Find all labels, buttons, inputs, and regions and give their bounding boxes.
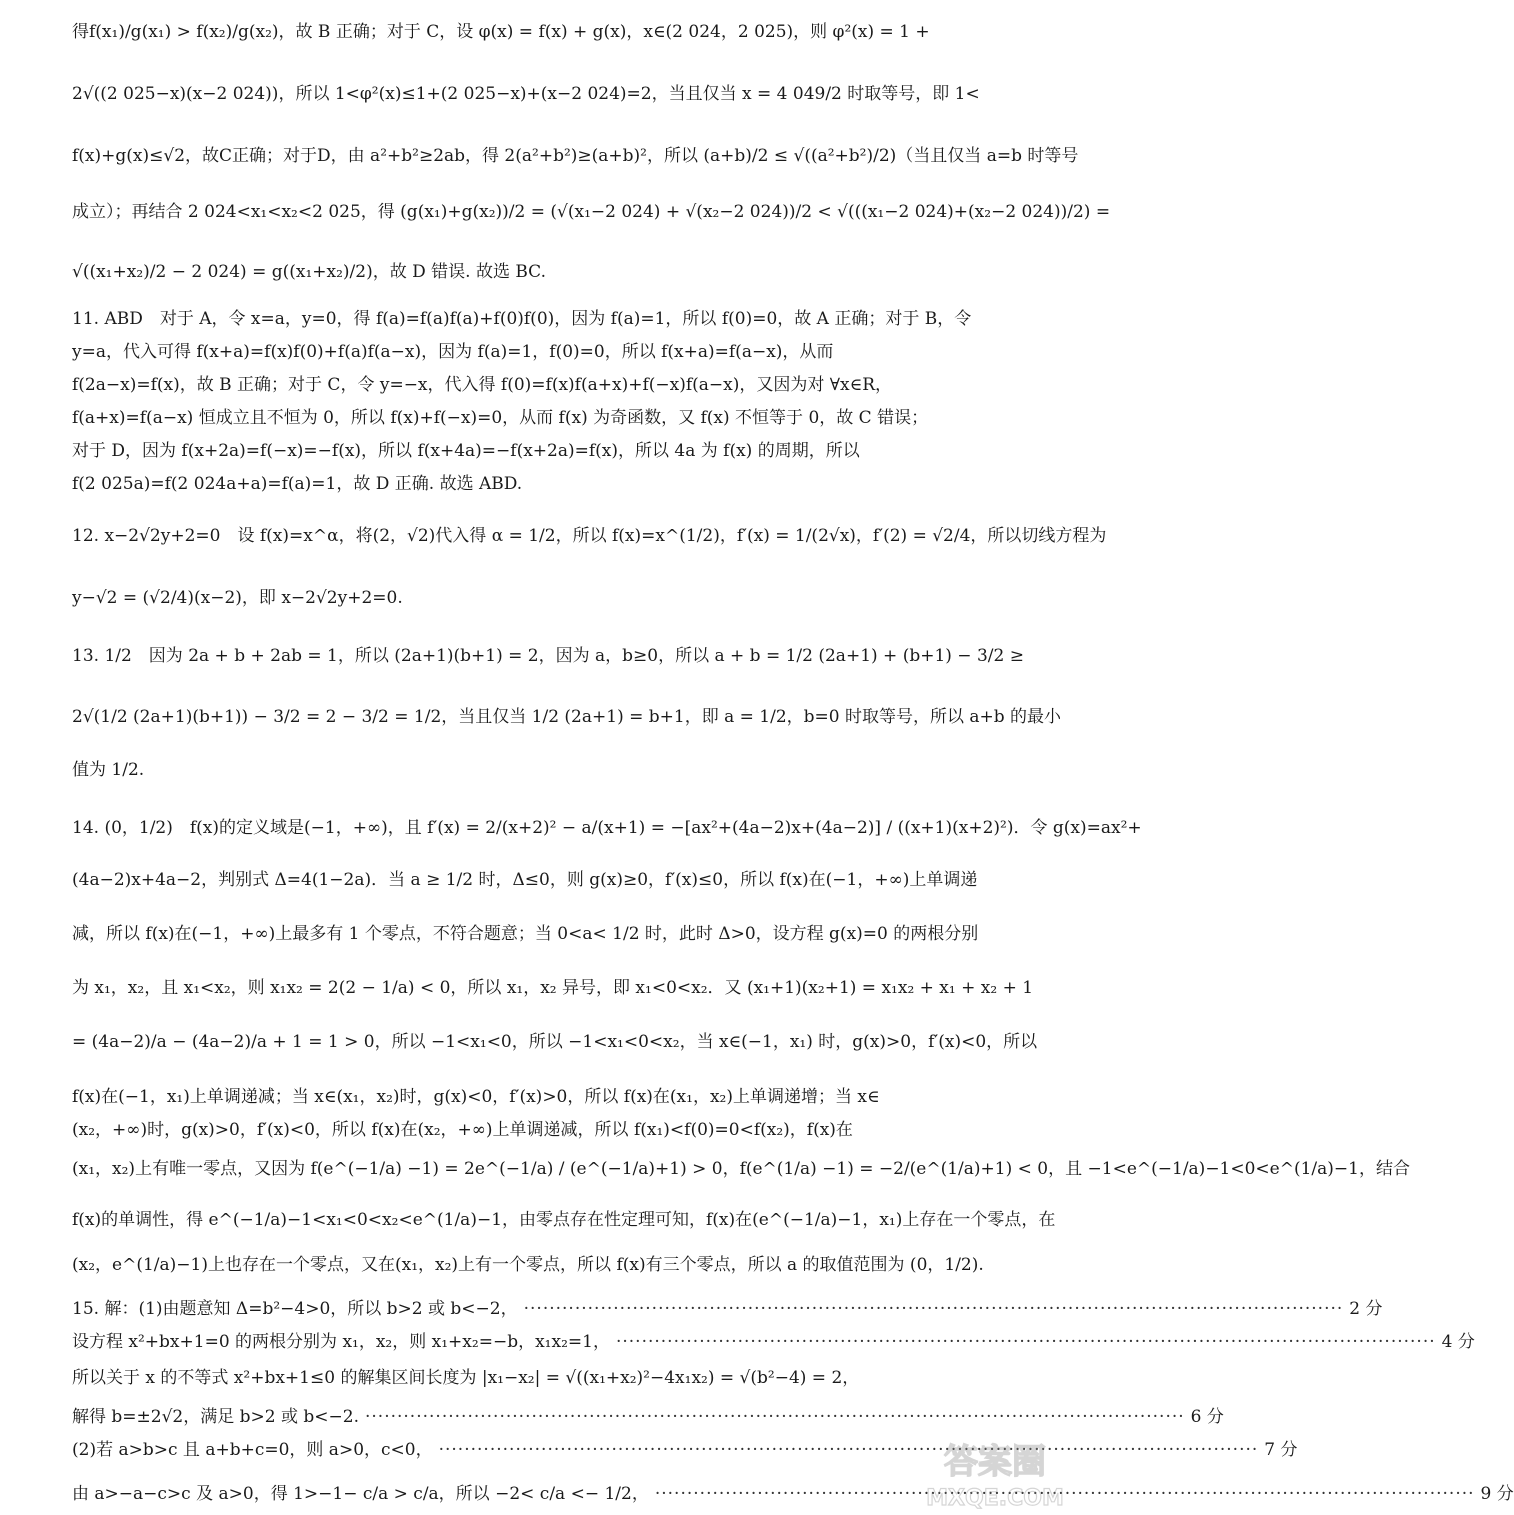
text-line: f(2a−x)=f(x)，故 B 正确；对于 C，令 y=−x，代入得 f(0)=f(x)f(a+x)+f(−x)f(a−x)，又因为对 ∀x∈R， — [72, 375, 893, 395]
text-line: 2√((2 025−x)(x−2 024))，所以 1<φ²(x)≤1+(2 025−x)+(x−2 024)=2，当且仅当 x = 4 049/2 时取等号，即 1< — [72, 84, 980, 104]
step-text: 由 a>−a−c>c 及 a>0，得 1>−1− c/a > c/a，所以 −2< c/a <− 1/2， — [72, 1484, 649, 1504]
text-line: 2√(1/2 (2a+1)(b+1)) − 3/2 = 2 − 3/2 = 1/2，当且仅当 1/2 (2a+1) = b+1，即 a = 1/2，b=0 时取等号，所以 a+b 的最小 — [72, 707, 1062, 727]
text-line: = (4a−2)/a − (4a−2)/a + 1 = 1 > 0，所以 −1<x₁<0，所以 −1<x₁<0<x₂，当 x∈(−1，x₁) 时，g(x)>0，f′(x)<0，所以 — [72, 1032, 1038, 1052]
text-line: 减，所以 f(x)在(−1，+∞)上最多有 1 个零点，不符合题意；当 0<a< 1/2 时，此时 Δ>0，设方程 g(x)=0 的两根分别 — [72, 924, 979, 944]
scored-step-row — [72, 1405, 1224, 1429]
text-line: f(x)在(−1，x₁)上单调递减；当 x∈(x₁，x₂)时，g(x)<0，f′(x)>0，所以 f(x)在(x₁，x₂)上单调递增；当 x∈ — [72, 1087, 880, 1107]
step-text: 设方程 x²+bx+1=0 的两根分别为 x₁，x₂，则 x₁+x₂=−b，x₁x₂=1， — [72, 1332, 610, 1352]
text-line: (x₁，x₂)上有唯一零点，又因为 f(e^(−1/a) −1) = 2e^(−1/a) / (e^(−1/a)+1) > 0，f(e^(1/a) −1) = −2/(e^(1/a)+1) < 0，且 −1<e^(−1/a)−1<0<e^(1/a)−1，结合 — [72, 1159, 1410, 1179]
text-line: (x₂，+∞)时，g(x)>0，f′(x)<0，所以 f(x)在(x₂，+∞)上单调递减，所以 f(x₁)<f(0)=0<f(x₂)，f(x)在 — [72, 1120, 853, 1140]
text-line: y−√2 = (√2/4)(x−2)，即 x−2√2y+2=0. — [72, 588, 403, 608]
text-line: f(2 025a)=f(2 024a+a)=f(a)=1，故 D 正确. 故选 ABD. — [72, 474, 523, 494]
step-score: 6 分 — [1190, 1407, 1224, 1427]
step-score: 4 分 — [1441, 1332, 1475, 1352]
step-score: 9 分 — [1480, 1484, 1514, 1504]
text-line: 得f(x₁)/g(x₁) > f(x₂)/g(x₂)，故 B 正确；对于 C，设 φ(x) = f(x) + g(x)，x∈(2 024，2 025)，则 φ²(x) = 1 + — [72, 22, 930, 42]
text-line: f(a+x)=f(a−x) 恒成立且不恒为 0，所以 f(x)+f(−x)=0，从而 f(x) 为奇函数，又 f(x) 不恒等于 0，故 C 错误； — [72, 408, 929, 428]
step-text: 解得 b=±2√2，满足 b>2 或 b<−2. — [72, 1407, 359, 1427]
text-line: √((x₁+x₂)/2 − 2 024) = g((x₁+x₂)/2)，故 D 错误. 故选 BC. — [72, 262, 546, 282]
leader-dots — [616, 1330, 1436, 1354]
text-line: 值为 1/2. — [72, 760, 145, 780]
text-line: 成立）；再结合 2 024<x₁<x₂<2 025，得 (g(x₁)+g(x₂))/2 = (√(x₁−2 024) + √(x₂−2 024))/2 < √(((x₁−2 024)+(x₂−2 024))/2) = — [72, 202, 1111, 222]
text-line: 所以关于 x 的不等式 x²+bx+1≤0 的解集区间长度为 |x₁−x₂| = √((x₁+x₂)²−4x₁x₂) = √(b²−4) = 2， — [72, 1368, 860, 1388]
text-line: 12. x−2√2y+2=0 设 f(x)=x^α，将(2，√2)代入得 α = 1/2，所以 f(x)=x^(1/2)，f′(x) = 1/(2√x)，f′(2) = √2/4，所以切线方程为 — [72, 526, 1107, 546]
leader-dots — [439, 1438, 1259, 1462]
watermark-url: MXQE.COM — [926, 1486, 1064, 1511]
text-line: (4a−2)x+4a−2，判别式 Δ=4(1−2a)．当 a ≥ 1/2 时，Δ≤0，则 g(x)≥0，f′(x)≤0，所以 f(x)在(−1，+∞)上单调递 — [72, 870, 978, 890]
text-line: f(x)的单调性，得 e^(−1/a)−1<x₁<0<x₂<e^(1/a)−1，由零点存在性定理可知，f(x)在(e^(−1/a)−1，x₁)上存在一个零点，在 — [72, 1210, 1056, 1230]
text-line: (x₂，e^(1/a)−1)上也存在一个零点，又在(x₁，x₂)上有一个零点，所以 f(x)有三个零点，所以 a 的取值范围为 (0，1/2). — [72, 1255, 984, 1275]
text-line: y=a，代入可得 f(x+a)=f(x)f(0)+f(a)f(a−x)，因为 f(a)=1，f(0)=0，所以 f(x+a)=f(a−x)，从而 — [72, 342, 834, 362]
scored-step-row — [72, 1297, 1383, 1321]
step-text: (2)若 a>b>c 且 a+b+c=0，则 a>0，c<0， — [72, 1440, 433, 1460]
leader-dots — [524, 1297, 1344, 1321]
text-line: 13. 1/2 因为 2a + b + 2ab = 1，所以 (2a+1)(b+1) = 2，因为 a，b≥0，所以 a + b = 1/2 (2a+1) + (b+1) − 3/2 ≥ — [72, 646, 1024, 666]
scored-step-row — [72, 1482, 1514, 1506]
leader-dots — [365, 1405, 1185, 1429]
step-score: 2 分 — [1349, 1299, 1383, 1319]
watermark-title: 答案圈 — [944, 1442, 1046, 1482]
text-line: 14. (0，1/2) f(x)的定义域是(−1，+∞)，且 f′(x) = 2/(x+2)² − a/(x+1) = −[ax²+(4a−2)x+(4a−2)] / ((x+1)(x+2)²)．令 g(x)=ax²+ — [72, 818, 1142, 838]
step-score: 7 分 — [1264, 1440, 1298, 1460]
text-line: f(x)+g(x)≤√2，故C正确；对于D，由 a²+b²≥2ab，得 2(a²+b²)≥(a+b)²，所以 (a+b)/2 ≤ √((a²+b²)/2)（当且仅当 a=b 时等号 — [72, 146, 1079, 166]
step-text: 15. 解：(1)由题意知 Δ=b²−4>0，所以 b>2 或 b<−2， — [72, 1299, 518, 1319]
scored-step-row — [72, 1330, 1475, 1354]
watermark-logo — [920, 1431, 1070, 1511]
text-line: 对于 D，因为 f(x+2a)=f(−x)=−f(x)，所以 f(x+4a)=−f(x+2a)=f(x)，所以 4a 为 f(x) 的周期，所以 — [72, 441, 860, 461]
text-line: 为 x₁，x₂，且 x₁<x₂，则 x₁x₂ = 2(2 − 1/a) < 0，所以 x₁，x₂ 异号，即 x₁<0<x₂．又 (x₁+1)(x₂+1) = x₁x₂ + x₁ + x₂ + 1 — [72, 978, 1034, 998]
text-line: 11. ABD 对于 A，令 x=a，y=0，得 f(a)=f(a)f(a)+f(0)f(0)，因为 f(a)=1，所以 f(0)=0，故 A 正确；对于 B，令 — [72, 309, 972, 329]
